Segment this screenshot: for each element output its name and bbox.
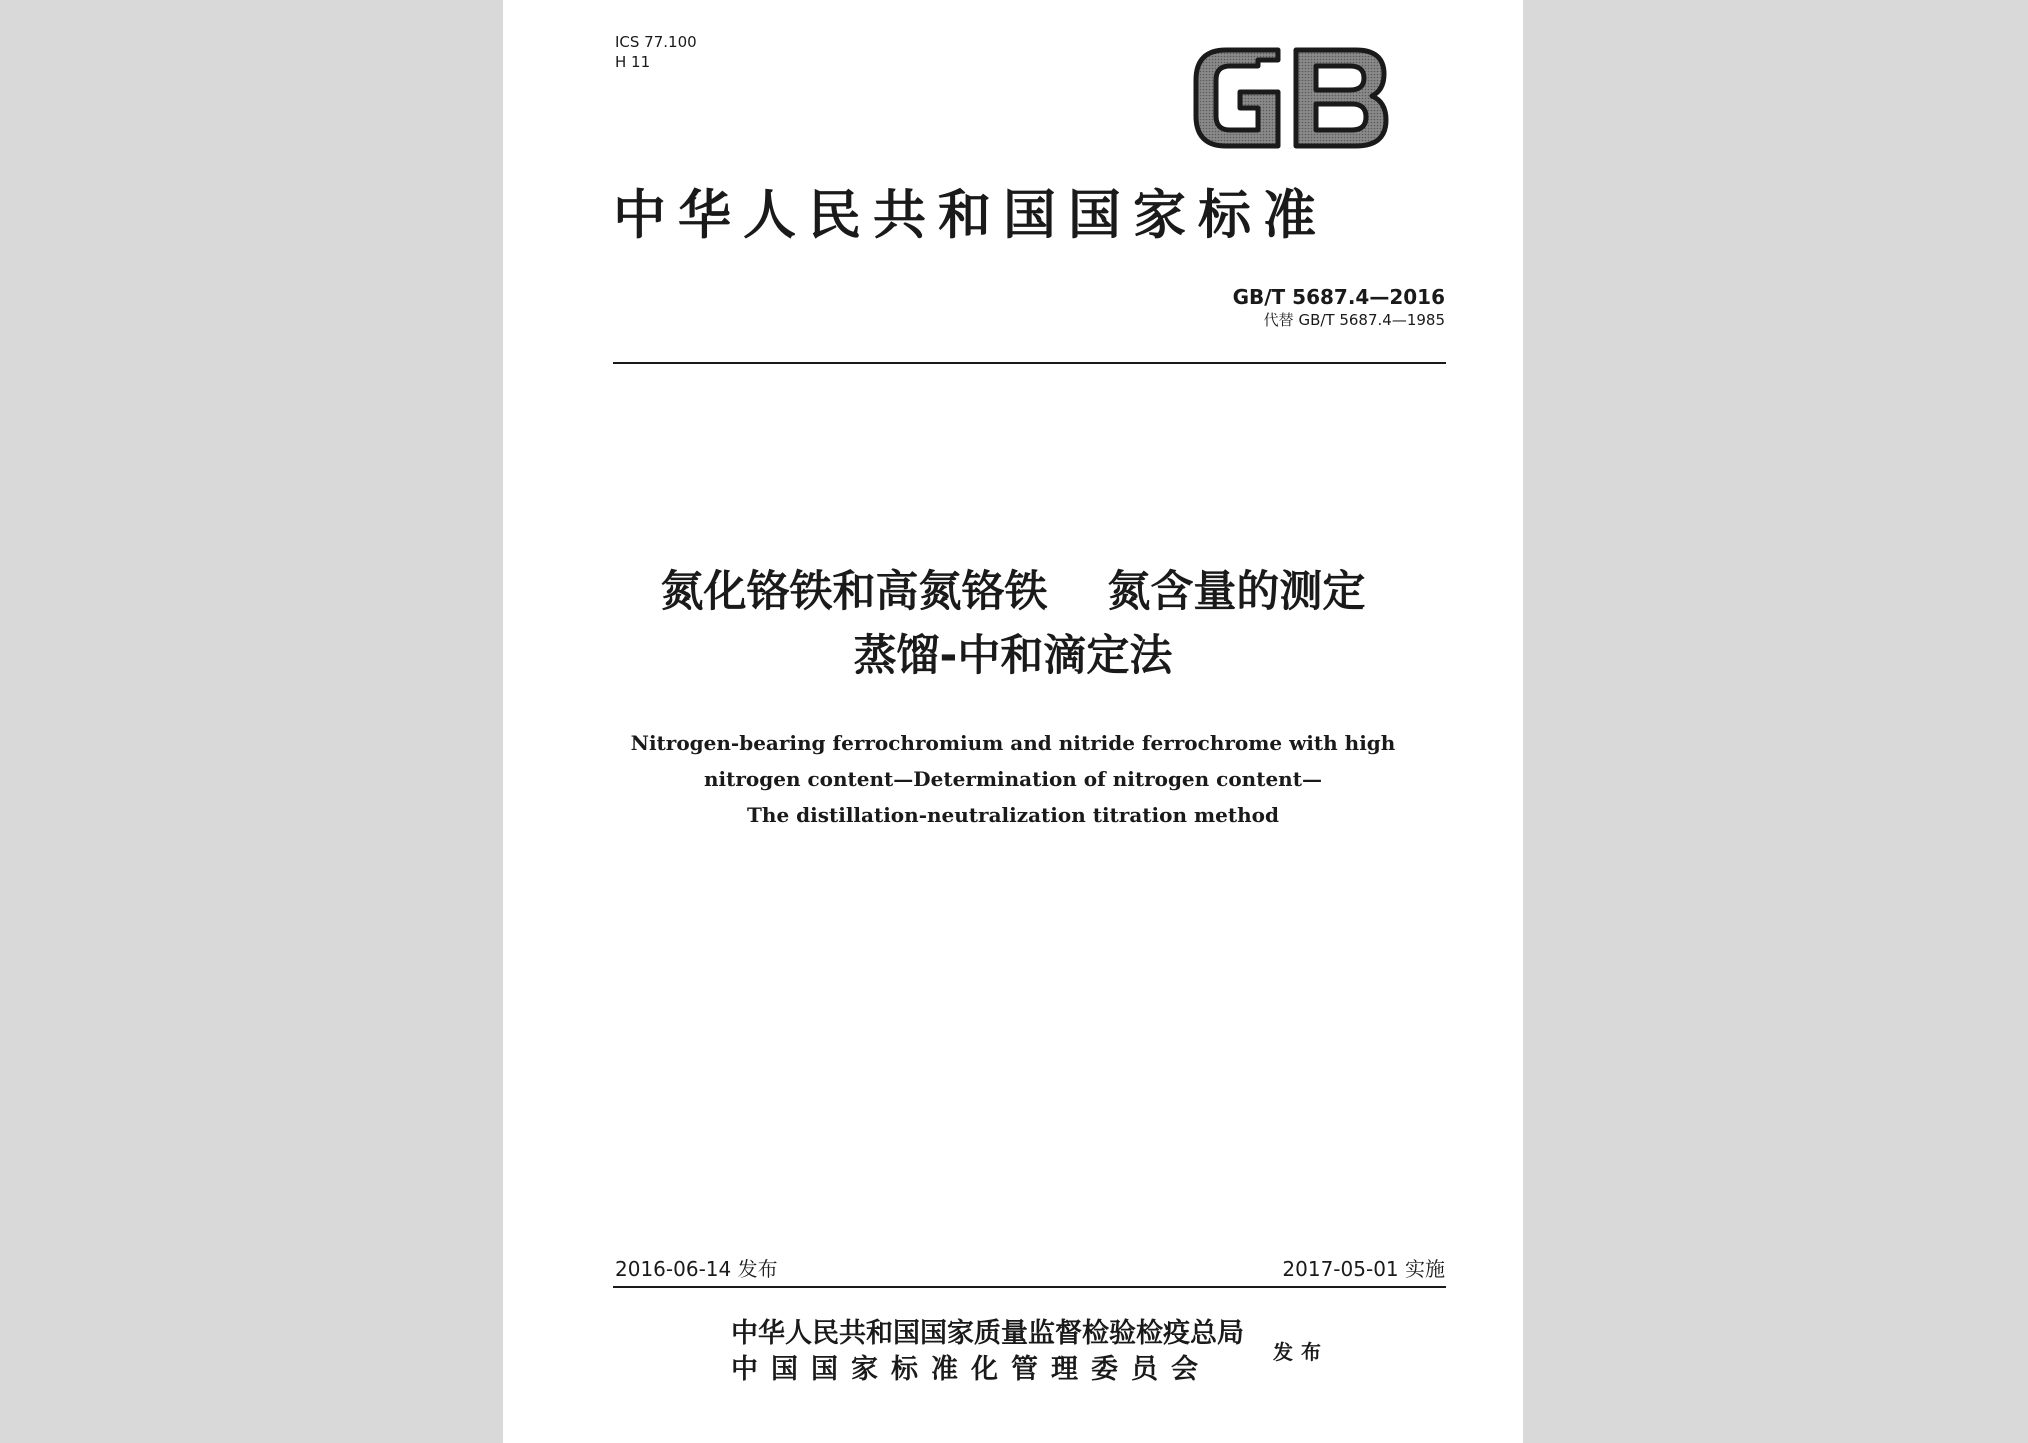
header-divider bbox=[613, 362, 1446, 364]
document-page bbox=[503, 0, 1523, 1443]
issuer-aqsiq: 中华人民共和国国家质量监督检验检疫总局 bbox=[731, 1318, 1244, 1349]
publish-label: 发布 bbox=[1273, 1340, 1329, 1364]
english-title-line-1: Nitrogen-bearing ferrochromium and nitride ferrochrome with high bbox=[630, 731, 1396, 755]
national-standard-heading: 中华人民共和国国家标准 bbox=[613, 185, 1328, 246]
standard-number-block bbox=[1233, 284, 1445, 330]
ics-code: ICS 77.100 bbox=[615, 33, 697, 51]
footer-divider bbox=[613, 1286, 1446, 1288]
ccs-code: H 11 bbox=[615, 53, 651, 71]
english-title-line-3: The distillation-neutralization titration method bbox=[747, 803, 1279, 827]
issue-date: 2016-06-14 发布 bbox=[615, 1257, 778, 1281]
issuer-sac: 中国国家标准化管理委员会 bbox=[731, 1354, 1211, 1385]
standard-number: GB/T 5687.4—2016 bbox=[1232, 285, 1445, 309]
classification-codes bbox=[615, 32, 697, 72]
chinese-title-line-1: 氮化铬铁和高氮铬铁 氮含量的测定 bbox=[660, 567, 1366, 617]
issuing-authorities bbox=[731, 1316, 1244, 1388]
gb-logo bbox=[1190, 46, 1390, 150]
chinese-title-line-2: 蒸馏-中和滴定法 bbox=[853, 631, 1173, 681]
english-title-line-2: nitrogen content—Determination of nitrogen content— bbox=[704, 767, 1322, 791]
implementation-date: 2017-05-01 实施 bbox=[1282, 1257, 1445, 1281]
chinese-title bbox=[503, 560, 1523, 688]
replaces-standard: 代替 GB/T 5687.4—1985 bbox=[1263, 311, 1445, 329]
english-title bbox=[503, 725, 1523, 833]
